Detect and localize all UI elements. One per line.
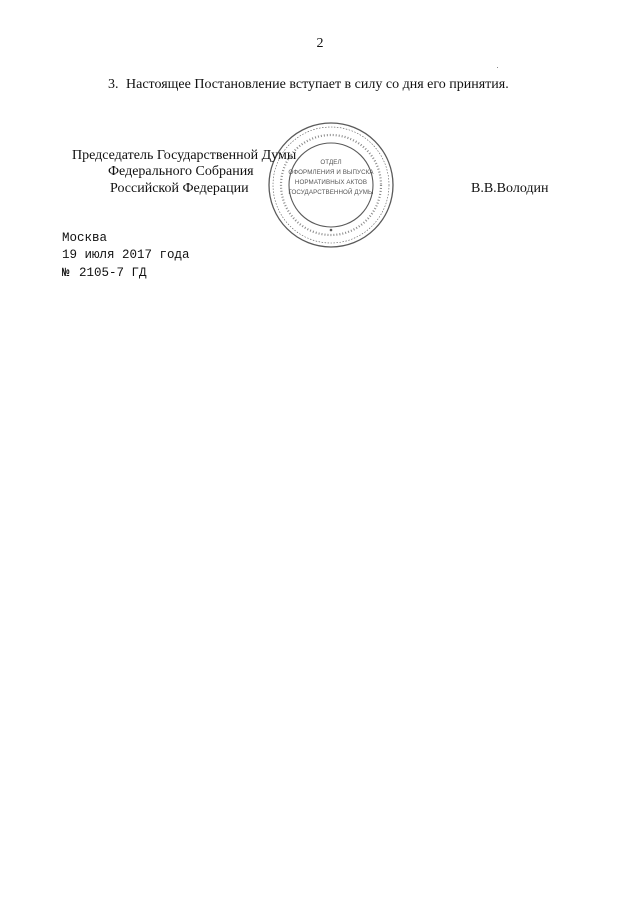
signatory-title-line-1: Председатель Государственной Думы [72, 148, 297, 163]
signatory-name: В.В.Володин [471, 181, 549, 196]
number-sign: № [62, 266, 70, 280]
page-number: 2 [316, 36, 324, 51]
stamp-text-line-1: ОТДЕЛ [320, 159, 342, 166]
stamp-text-line-3: НОРМАТИВНЫХ АКТОВ [294, 179, 368, 186]
stamp-text-line-4: ГОСУДАРСТВЕННОЙ ДУМЫ [288, 189, 374, 196]
clause-number: 3. [108, 77, 119, 92]
issue-city: Москва [62, 231, 108, 245]
signatory-title-line-2: Федерального Собрания [108, 164, 254, 179]
issue-date: 19 июля 2017 года [62, 248, 190, 262]
clause-paragraph [108, 77, 509, 93]
document-number-value: 2105-7 ГД [79, 266, 147, 280]
document-number [62, 266, 147, 280]
clause-text: Настоящее Постановление вступает в силу со дня его принятия. [126, 77, 509, 92]
official-stamp [266, 120, 396, 250]
scan-speck [497, 67, 498, 68]
signatory-title-line-3: Российской Федерации [110, 181, 249, 196]
stamp-text-line-2: ОФОРМЛЕНИЯ И ВЫПУСКА [288, 169, 374, 176]
